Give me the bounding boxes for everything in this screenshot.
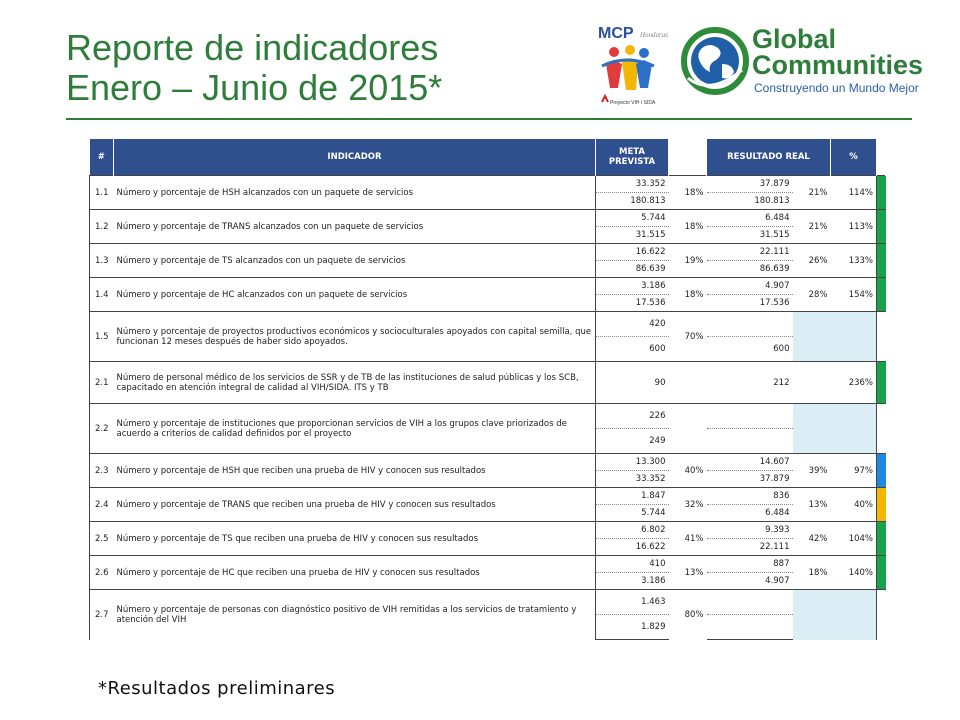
row-num: 2.6 bbox=[90, 556, 114, 590]
res-num: 14.607 bbox=[707, 454, 793, 471]
table-row bbox=[90, 362, 886, 404]
title-line-2: Enero – Junio de 2015* bbox=[66, 67, 443, 108]
res-num bbox=[707, 590, 793, 615]
row-indicator: Número y porcentaje de HSH que reciben una prueba de HIV y conocen sus resultados bbox=[114, 454, 596, 488]
res-num: 37.879 bbox=[707, 176, 793, 193]
row-indicator: Número y porcentaje de HC alcanzados con un paquete de servicios bbox=[114, 278, 596, 312]
table-row bbox=[90, 312, 886, 337]
table-row bbox=[90, 522, 886, 539]
meta-pct: 18% bbox=[669, 210, 707, 244]
achievement-pct: 236% bbox=[831, 362, 877, 404]
meta-num: 6.802 bbox=[596, 522, 669, 539]
row-num: 1.3 bbox=[90, 244, 114, 278]
res-pct: 42% bbox=[793, 522, 831, 556]
mcp-logo-caption: Proyecto VIH / SIDA bbox=[610, 100, 656, 106]
table-row bbox=[90, 488, 886, 505]
achievement-pct: 113% bbox=[831, 210, 877, 244]
meta-num: 1.847 bbox=[596, 488, 669, 505]
status-indicator bbox=[877, 590, 886, 640]
table-row bbox=[90, 210, 886, 227]
title-divider bbox=[66, 118, 912, 120]
meta-den: 31.515 bbox=[635, 230, 666, 240]
res-den: 4.907 bbox=[765, 576, 790, 586]
meta-pct: 18% bbox=[669, 278, 707, 312]
meta-pct: 41% bbox=[669, 522, 707, 556]
meta-num: 3.186 bbox=[596, 278, 669, 295]
meta-num: 13.300 bbox=[596, 454, 669, 471]
res-pct: 18% bbox=[793, 556, 831, 590]
res-den bbox=[707, 615, 793, 640]
footnote: *Resultados preliminares bbox=[98, 678, 336, 699]
row-num: 1.5 bbox=[90, 312, 114, 362]
meta-num: 16.622 bbox=[596, 244, 669, 261]
gc-line-1: Global bbox=[752, 24, 837, 54]
header-num: # bbox=[90, 139, 114, 176]
meta-den: 5.744 bbox=[641, 508, 666, 518]
status-indicator bbox=[877, 522, 886, 556]
row-num: 2.7 bbox=[90, 590, 114, 640]
meta-pct: 19% bbox=[669, 244, 707, 278]
res-den: 22.111 bbox=[759, 542, 790, 552]
row-num: 2.1 bbox=[90, 362, 114, 404]
meta-den: 3.186 bbox=[641, 576, 666, 586]
res-den: 37.879 bbox=[759, 474, 790, 484]
status-indicator bbox=[877, 556, 886, 590]
header-target: META PREVISTA bbox=[596, 139, 669, 176]
res-pct bbox=[793, 362, 831, 404]
meta-num: 226 bbox=[596, 404, 669, 429]
achievement-pct bbox=[831, 312, 877, 362]
res-num: 22.111 bbox=[707, 244, 793, 261]
achievement-pct: 133% bbox=[831, 244, 877, 278]
achievement-pct: 97% bbox=[831, 454, 877, 488]
table-row bbox=[90, 176, 886, 193]
status-indicator bbox=[877, 278, 886, 312]
row-indicator: Número y porcentaje de TRANS alcanzados con un paquete de servicios bbox=[114, 210, 596, 244]
meta-den: 249 bbox=[649, 436, 666, 446]
res-num: 6.484 bbox=[707, 210, 793, 227]
achievement-pct: 140% bbox=[831, 556, 877, 590]
res-pct: 13% bbox=[793, 488, 831, 522]
row-indicator: Número y porcentaje de TS alcanzados con un paquete de servicios bbox=[114, 244, 596, 278]
status-indicator bbox=[877, 488, 886, 522]
res-pct bbox=[793, 590, 831, 640]
meta-num: 420 bbox=[596, 312, 669, 337]
status-indicator bbox=[877, 454, 886, 488]
table-row bbox=[90, 278, 886, 295]
row-indicator: Número y porcentaje de HSH alcanzados con un paquete de servicios bbox=[114, 176, 596, 210]
title-line-1: Reporte de indicadores bbox=[66, 27, 439, 68]
meta-den: 86.639 bbox=[635, 264, 666, 274]
meta-den: 180.813 bbox=[630, 196, 666, 206]
table-header bbox=[90, 139, 886, 176]
row-num: 1.1 bbox=[90, 176, 114, 210]
meta-pct: 70% bbox=[669, 312, 707, 362]
row-indicator: Número y porcentaje de personas con diagnóstico positivo de VIH remitidas a los servicios de tratamiento y atención del VIH bbox=[114, 590, 596, 640]
table-row bbox=[90, 556, 886, 573]
global-communities-logo bbox=[680, 24, 924, 100]
res-num: 9.393 bbox=[707, 522, 793, 539]
res-pct bbox=[793, 404, 831, 454]
header-pct: % bbox=[831, 139, 877, 176]
res-total: 212 bbox=[707, 362, 793, 404]
table-row bbox=[90, 590, 886, 615]
meta-pct: 13% bbox=[669, 556, 707, 590]
meta-den: 1.829 bbox=[596, 615, 669, 640]
row-indicator: Número y porcentaje de TRANS que reciben una prueba de HIV y conocen sus resultados bbox=[114, 488, 596, 522]
meta-pct: 32% bbox=[669, 488, 707, 522]
row-num: 2.3 bbox=[90, 454, 114, 488]
status-indicator bbox=[877, 176, 886, 210]
row-num: 1.4 bbox=[90, 278, 114, 312]
meta-num: 410 bbox=[596, 556, 669, 573]
res-pct: 26% bbox=[793, 244, 831, 278]
row-indicator: Número y porcentaje de TS que reciben una prueba de HIV y conocen sus resultados bbox=[114, 522, 596, 556]
row-num: 1.2 bbox=[90, 210, 114, 244]
mcp-logo-name: MCP bbox=[598, 25, 634, 42]
table-row bbox=[90, 404, 886, 429]
status-indicator bbox=[877, 210, 886, 244]
row-indicator: Número de personal médico de los servicios de SSR y de TB de las instituciones de salud públicas y los SCB, capacitado en atención integral de calidad al VIH/SIDA. ITS y TB bbox=[114, 362, 596, 404]
res-num bbox=[707, 404, 793, 429]
table-row bbox=[90, 454, 886, 471]
meta-total: 90 bbox=[596, 362, 669, 404]
meta-den: 16.622 bbox=[635, 542, 666, 552]
res-pct: 28% bbox=[793, 278, 831, 312]
meta-den: 17.536 bbox=[635, 298, 666, 308]
res-den: 31.515 bbox=[759, 230, 790, 240]
status-indicator bbox=[877, 362, 886, 404]
res-den: 180.813 bbox=[754, 196, 790, 206]
table-row bbox=[90, 244, 886, 261]
meta-pct: 80% bbox=[669, 590, 707, 640]
indicators-table bbox=[89, 139, 886, 640]
achievement-pct: 154% bbox=[831, 278, 877, 312]
achievement-pct: 114% bbox=[831, 176, 877, 210]
gc-title bbox=[752, 26, 923, 78]
meta-num: 33.352 bbox=[596, 176, 669, 193]
globe-icon bbox=[680, 26, 750, 96]
header-result: RESULTADO REAL bbox=[707, 139, 831, 176]
res-num: 4.907 bbox=[707, 278, 793, 295]
meta-pct: 18% bbox=[669, 176, 707, 210]
res-num: 887 bbox=[707, 556, 793, 573]
gc-line-2: Communities bbox=[752, 50, 924, 80]
meta-num: 5.744 bbox=[596, 210, 669, 227]
mcp-logo-small: Honduras bbox=[640, 31, 669, 39]
res-den: 600 bbox=[773, 344, 790, 354]
row-indicator: Número y porcentaje de HC que reciben una prueba de HIV y conocen sus resultados bbox=[114, 556, 596, 590]
row-indicator: Número y porcentaje de instituciones que proporcionan servicios de VIH a los grupos clave priorizados de acuerdo a criterios de calidad definidos por el proyecto bbox=[114, 404, 596, 454]
res-num: 836 bbox=[707, 488, 793, 505]
header-status bbox=[877, 139, 886, 176]
status-indicator bbox=[877, 244, 886, 278]
meta-pct bbox=[669, 362, 707, 404]
row-indicator: Número y porcentaje de proyectos productivos económicos y socioculturales apoyados con capital semilla, que funcionan 12 meses después de haber sido apoyados. bbox=[114, 312, 596, 362]
res-num bbox=[707, 312, 793, 337]
meta-den: 33.352 bbox=[635, 474, 666, 484]
row-num: 2.2 bbox=[90, 404, 114, 454]
res-pct: 21% bbox=[793, 176, 831, 210]
meta-den: 600 bbox=[649, 344, 666, 354]
meta-pct bbox=[669, 404, 707, 454]
achievement-pct: 40% bbox=[831, 488, 877, 522]
meta-pct: 40% bbox=[669, 454, 707, 488]
res-pct bbox=[793, 312, 831, 362]
row-num: 2.5 bbox=[90, 522, 114, 556]
header-indicator: INDICADOR bbox=[114, 139, 596, 176]
res-pct: 21% bbox=[793, 210, 831, 244]
achievement-pct bbox=[831, 404, 877, 454]
gc-tagline: Construyendo un Mundo Mejor bbox=[754, 81, 919, 95]
achievement-pct bbox=[831, 590, 877, 640]
res-den: 6.484 bbox=[765, 508, 790, 518]
res-den: 17.536 bbox=[759, 298, 790, 308]
row-num: 2.4 bbox=[90, 488, 114, 522]
status-indicator bbox=[877, 312, 886, 362]
header-gap bbox=[669, 139, 707, 176]
status-indicator bbox=[877, 404, 886, 454]
page-title bbox=[66, 28, 442, 108]
res-pct: 39% bbox=[793, 454, 831, 488]
mcp-logo bbox=[596, 22, 676, 114]
res-den bbox=[707, 429, 793, 454]
res-den: 86.639 bbox=[759, 264, 790, 274]
meta-num: 1.463 bbox=[596, 590, 669, 615]
achievement-pct: 104% bbox=[831, 522, 877, 556]
